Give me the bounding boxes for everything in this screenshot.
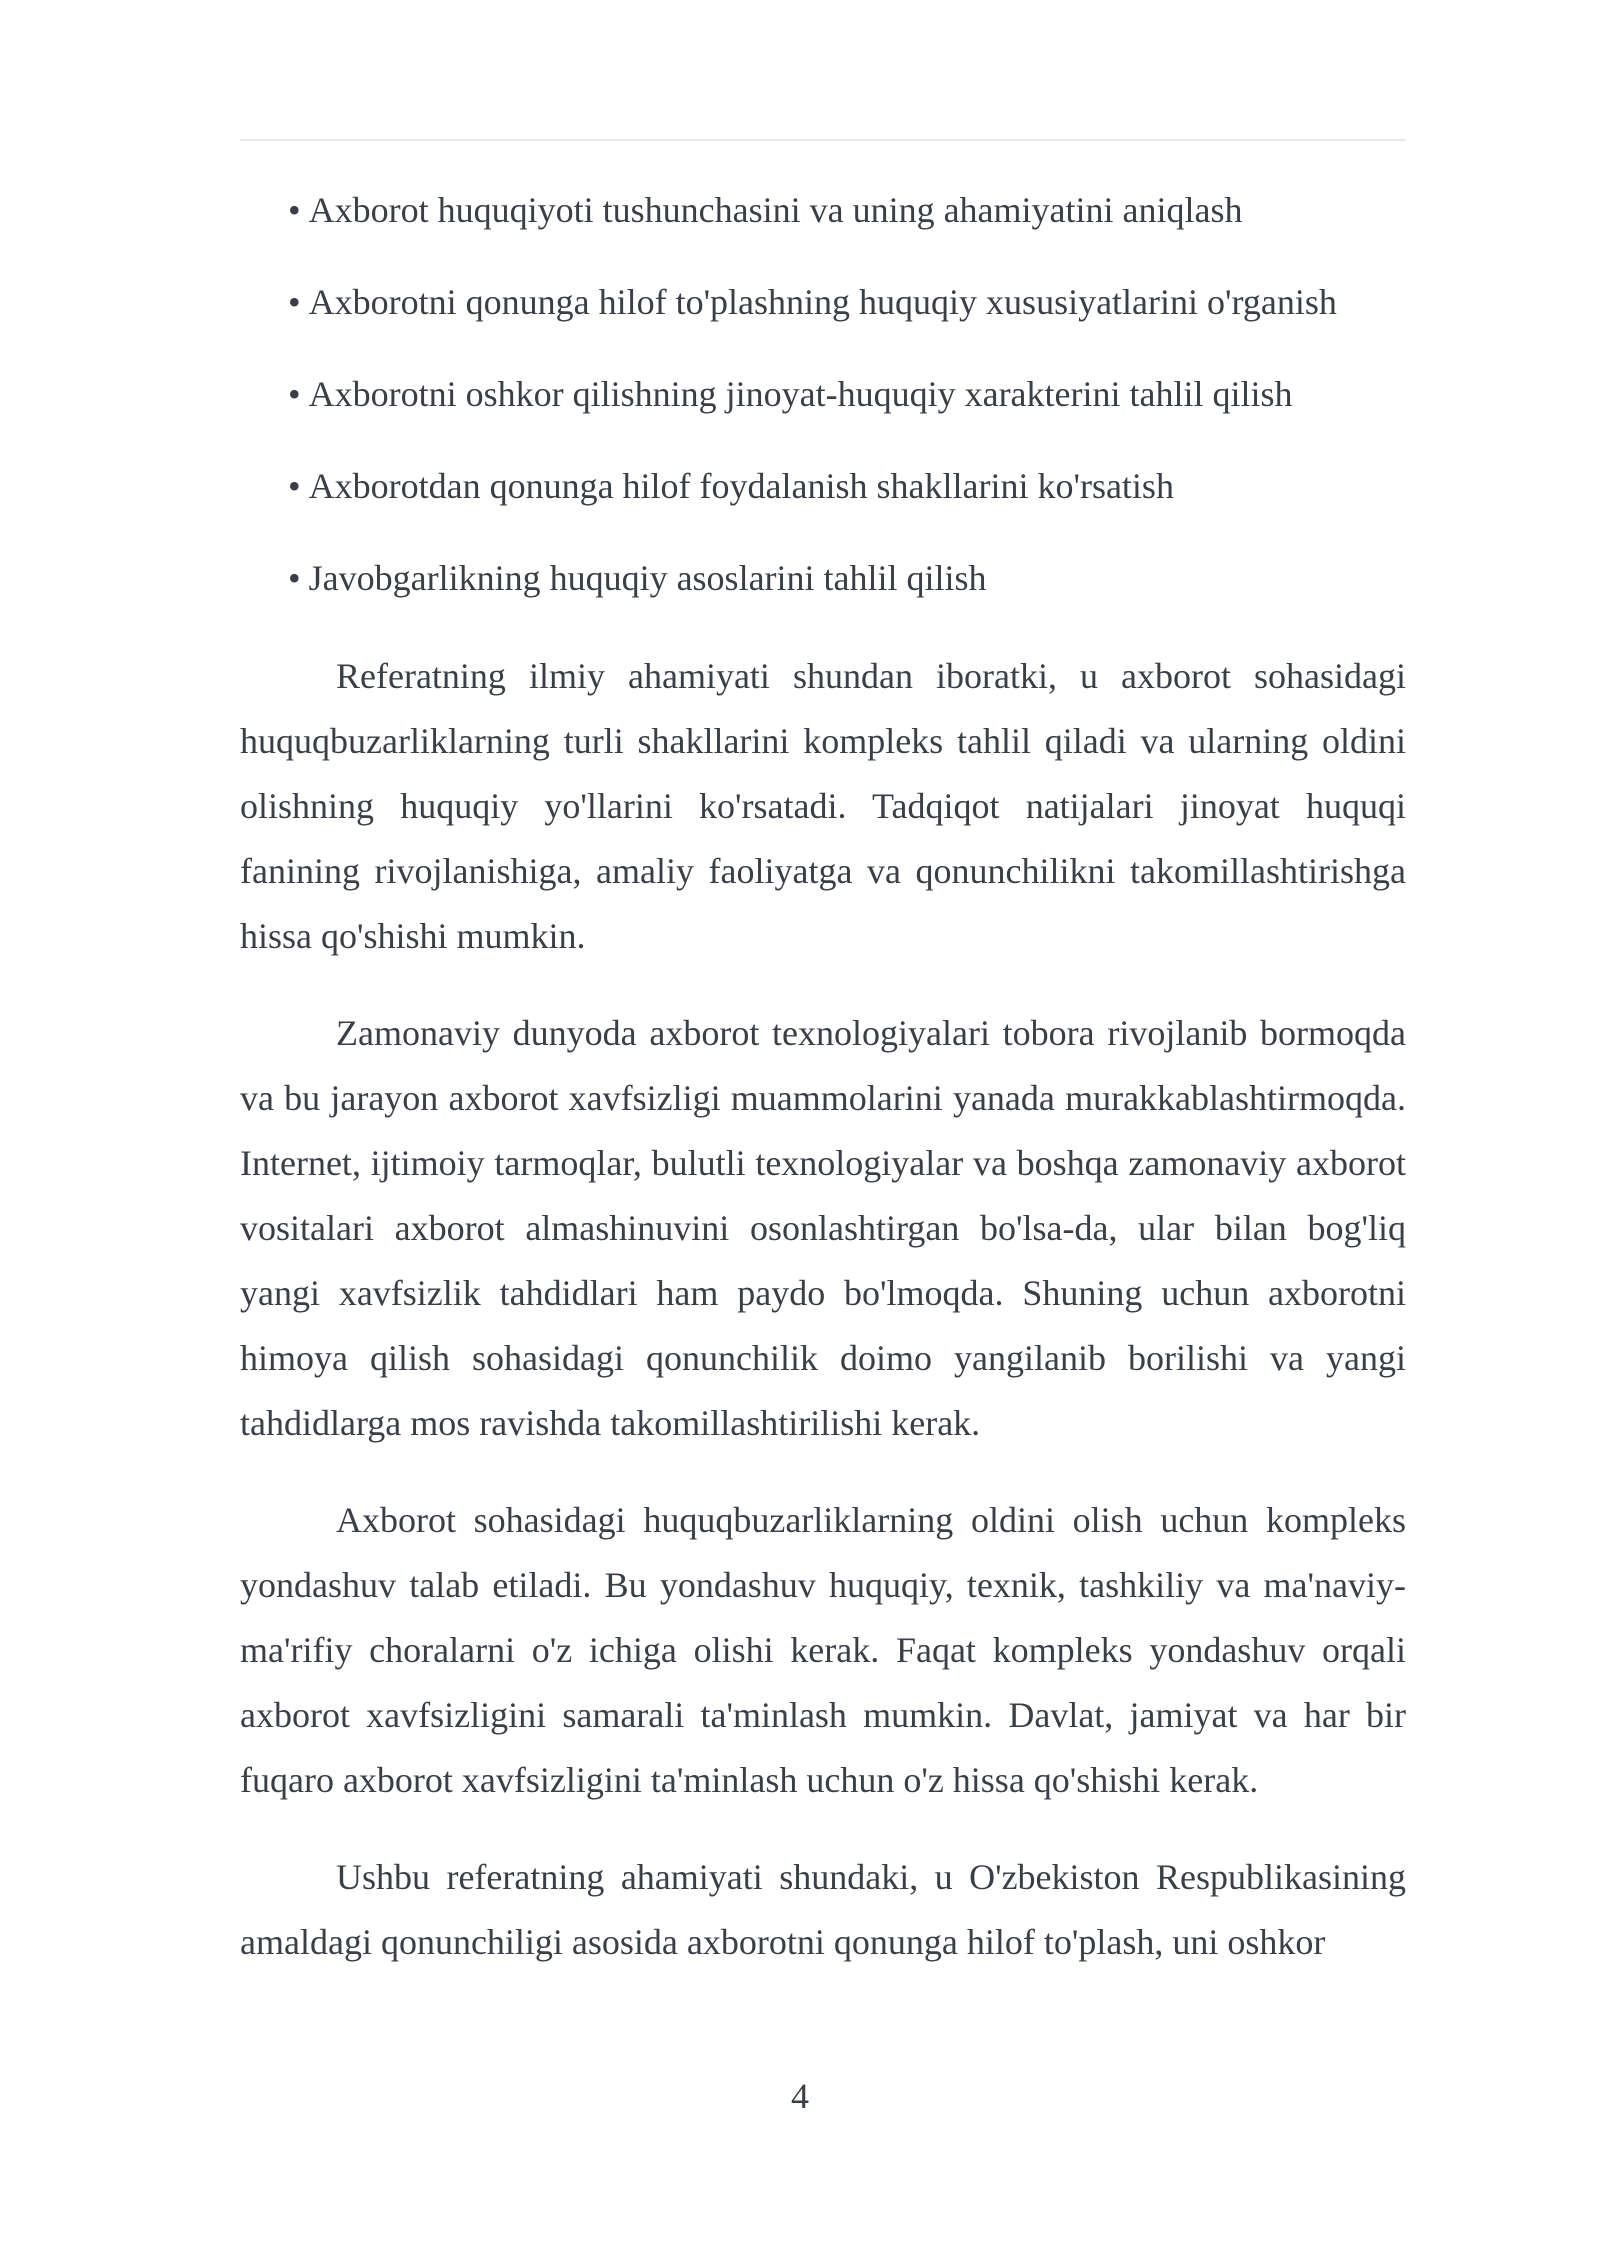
objectives-list [240, 184, 1406, 604]
bullet-icon: • [288, 558, 301, 598]
list-item [288, 552, 1406, 604]
header-divider [240, 139, 1406, 141]
paragraph-modern-world: Zamonaviy dunyoda axborot texnologiyalari tobora rivojlanib bormoqda va bu jarayon axborot xavfsizligi muammolarini yanada murakkablashtirmoqda. Internet, ijtimoiy tarmoqlar, bulutli texnologiyalar va boshqa zamonaviy axborot vositalari axborot almashinuvini osonlashtirgan bo'lsa-da, ular bilan bog'liq yangi xavfsizlik tahdidlari ham paydo bo'lmoqda. Shuning uchun axborotni himoya qilish sohasidagi qonunchilik doimo yangilanib borilishi va yangi tahdidlarga mos ravishda takomillashtirilishi kerak. [240, 1013, 1406, 1443]
bullet-icon: • [288, 374, 301, 414]
list-item [288, 368, 1406, 420]
list-item [288, 276, 1406, 328]
bullet-icon: • [288, 282, 301, 322]
bullet-icon: • [288, 190, 301, 230]
paragraph-importance: Ushbu referatning ahamiyati shundaki, u O'zbekiston Respublikasining amaldagi qonunchiligi asosida axborotni qonunga hilof to'plash, uni oshkor [240, 1857, 1406, 1962]
list-item-text: Axborot huquqiyoti tushunchasini va uning ahamiyatini aniqlash [308, 190, 1243, 230]
list-item-text: Axborotni oshkor qilishning jinoyat-huquqiy xarakterini tahlil qilish [308, 374, 1293, 414]
list-item [288, 460, 1406, 512]
list-item [288, 184, 1406, 236]
bullet-icon: • [288, 466, 301, 506]
list-item-text: Axborotni qonunga hilof to'plashning huquqiy xususiyatlarini o'rganish [308, 282, 1337, 322]
page-number: 4 [791, 2076, 809, 2116]
list-item-text: Javobgarlikning huquqiy asoslarini tahlil qilish [308, 558, 987, 598]
page-content [240, 184, 1406, 2007]
list-item-text: Axborotdan qonunga hilof foydalanish shakllarini ko'rsatish [308, 466, 1174, 506]
paragraph-comprehensive-approach: Axborot sohasidagi huquqbuzarliklarning oldini olish uchun kompleks yondashuv talab etiladi. Bu yondashuv huquqiy, texnik, tashkiliy va ma'naviy-ma'rifiy choralarni o'z ichiga olishi kerak. Faqat kompleks yondashuv orqali axborot xavfsizligini samarali ta'minlash mumkin. Davlat, jamiyat va har bir fuqaro axborot xavfsizligini ta'minlash uchun o'z hissa qo'shishi kerak. [240, 1500, 1406, 1800]
paragraph-scientific-significance: Referatning ilmiy ahamiyati shundan iboratki, u axborot sohasidagi huquqbuzarliklarning turli shakllarini kompleks tahlil qiladi va ularning oldini olishning huquqiy yo'llarini ko'rsatadi. Tadqiqot natijalari jinoyat huquqi fanining rivojlanishiga, amaliy faoliyatga va qonunchilikni takomillashtirishga hissa qo'shishi mumkin. [240, 656, 1406, 956]
